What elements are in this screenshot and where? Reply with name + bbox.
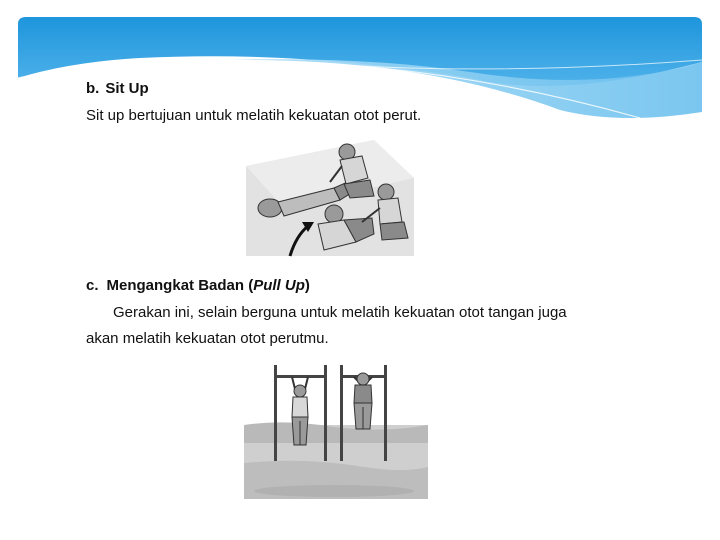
pull-up-illustration [244,363,428,499]
section-c-label: c. [86,277,99,294]
section-c-description-line1: Gerakan ini, selain berguna untuk melatih kekuatan otot tangan juga [113,304,567,321]
section-b-heading [86,80,149,98]
section-b-title: Sit Up [105,80,149,97]
section-c-title-prefix: Mengangkat Badan ( [106,277,254,294]
section-c-title-suffix: ) [304,277,310,294]
section-c-description-line2: akan melatih kekuatan otot perutmu. [86,330,329,347]
section-c-title-italic: Pull Up [253,277,305,294]
section-b-label: b. [86,80,100,97]
section-b-description: Sit up bertujuan untuk melatih kekuatan otot perut. [86,107,422,124]
sit-up-illustration [244,138,416,258]
section-c-heading [86,277,310,295]
